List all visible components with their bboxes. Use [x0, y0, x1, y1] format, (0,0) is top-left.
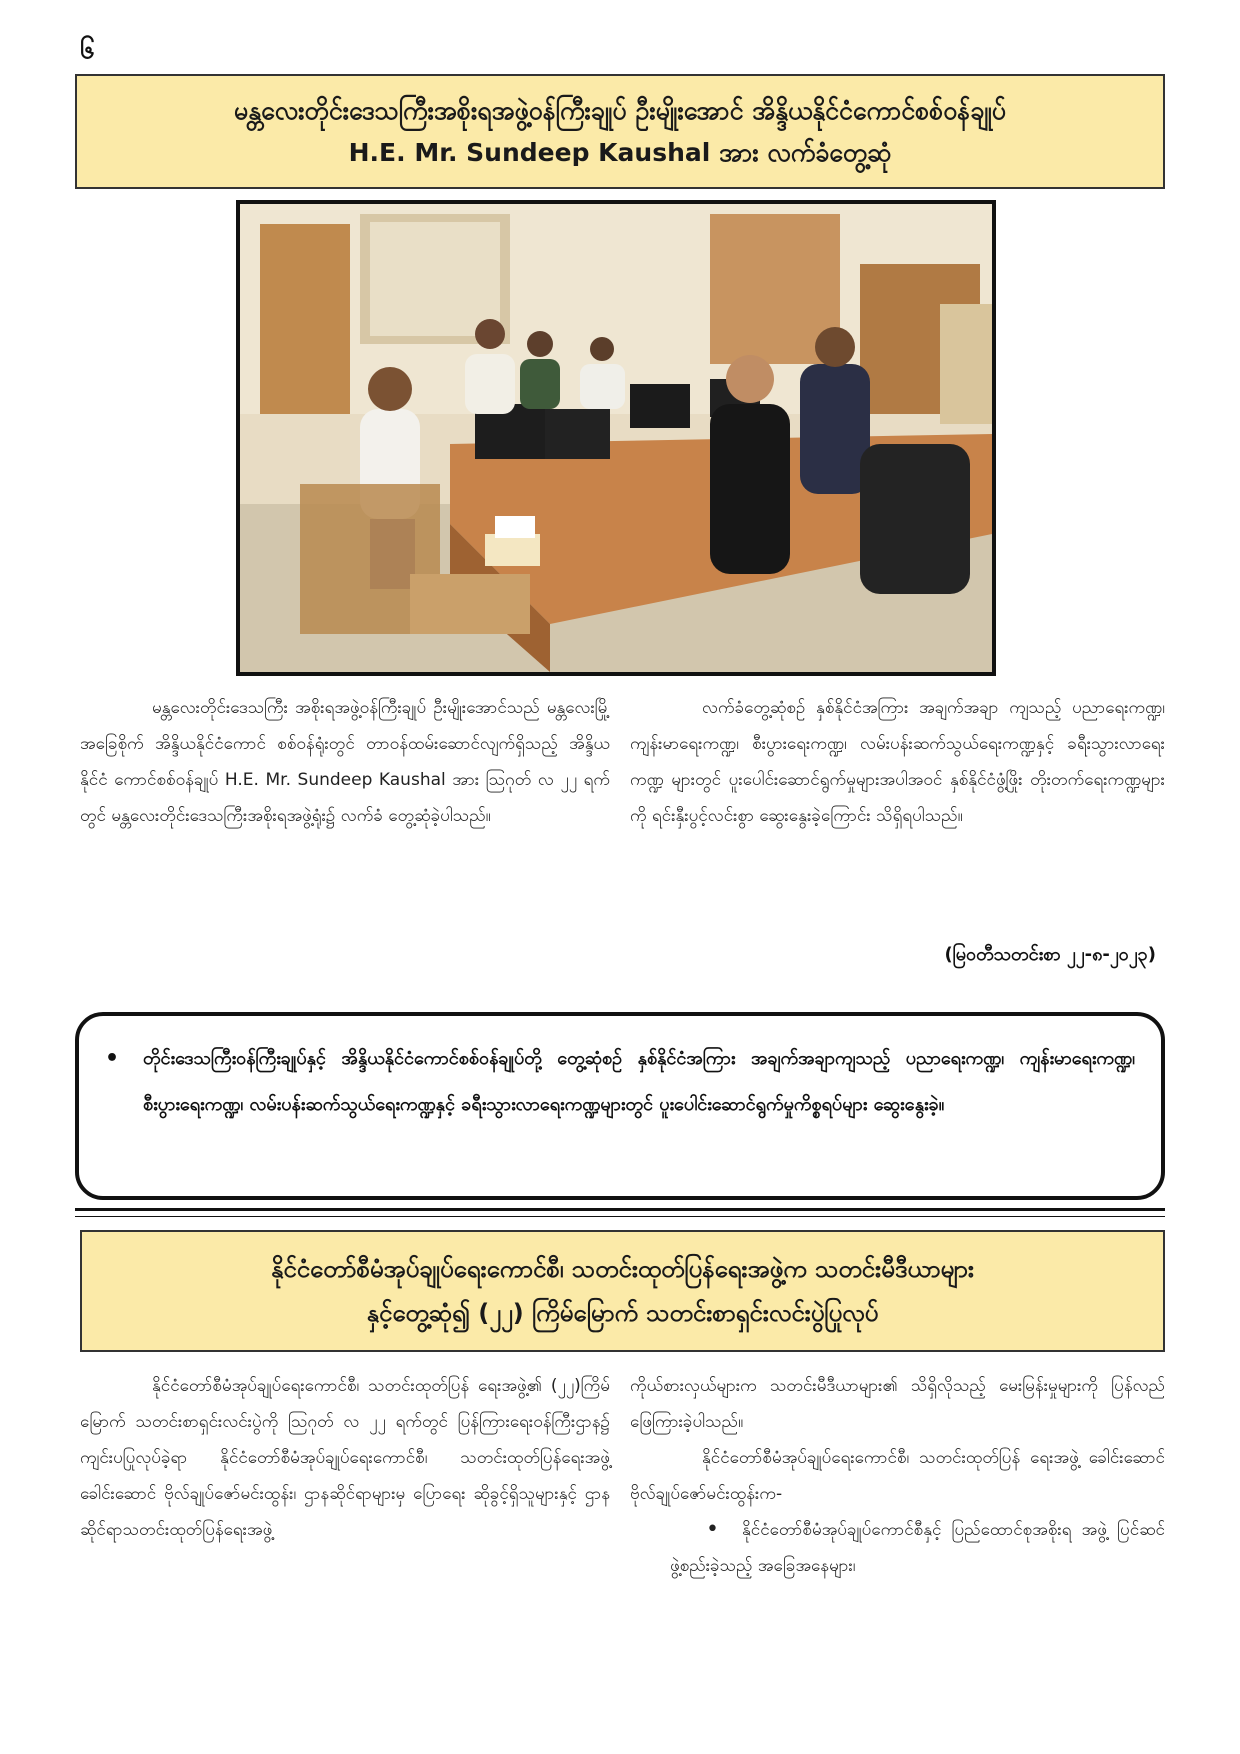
article1-headline-line1: မန္တလေးတိုင်းဒေသကြီးအစိုးရအဖွဲ့ဝန်ကြီးချုပ် ဦးမျိုးအောင် အိန္ဒိယနိုင်ငံကောင်စစ်ဝန်ချုပ် — [233, 95, 1007, 125]
section-divider-thin — [75, 1216, 1165, 1217]
article1-headline-line2: H.E. Mr. Sundeep Kaushal အား လက်ခံတွေ့ဆုံ — [348, 137, 892, 167]
article1-paragraph: လက်ခံတွေ့ဆုံစဉ် နှစ်နိုင်ငံအကြား အချက်အချာ ကျသည့် ပညာရေးကဏ္ဍ၊ ကျန်းမာရေးကဏ္ဍ၊ စီးပွားရေးကဏ္ဍ၊ လမ်းပန်းဆက်သွယ်ရေးကဏ္ဍနှင့် ခရီးသွားလာရေးကဏ္ဍ များတွင် ပူးပေါင်းဆောင်ရွက်မှုများအပါအဝင် နှစ်နိုင်ငံဖွံ့ဖြိုး တိုးတက်ရေးကဏ္ဍများကို ရင်းနှီးပွင့်လင်းစွာ ဆွေးနွေးခဲ့ကြောင်း သိရှိရပါသည်။ — [630, 698, 1165, 826]
bullet-icon: • — [105, 1046, 120, 1071]
article1-body-right — [630, 690, 1165, 834]
article1-summary: တိုင်းဒေသကြီးဝန်ကြီးချုပ်နှင့် အိန္ဒိယနိုင်ငံကောင်စစ်ဝန်ချုပ်တို့ တွေ့ဆုံစဉ် နှစ်နိုင်ငံအကြား အချက်အချာကျသည့် ပညာရေးကဏ္ဍ၊ ကျန်းမာရေးကဏ္ဍ၊ စီးပွားရေးကဏ္ဍ၊ လမ်းပန်းဆက်သွယ်ရေးကဏ္ဍနှင့် ခရီးသွားလာရေးကဏ္ဍများတွင် ပူးပေါင်းဆောင်ရွက်မှုကိစ္စရပ်များ ဆွေးနွေးခဲ့။ — [143, 1048, 1135, 1115]
article2-headline — [80, 1230, 1165, 1352]
article2-bullet-text: နိုင်ငံတော်စီမံအုပ်ချုပ်ကောင်စီနှင့် ပြည်ထောင်စုအစိုးရ အဖွဲ့ ပြင်ဆင်ဖွဲ့စည်းခဲ့သည့် အခြေအနေများ၊ — [670, 1520, 1165, 1576]
article2-paragraph: နိုင်ငံတော်စီမံအုပ်ချုပ်ရေးကောင်စီ၊ သတင်းထုတ်ပြန် ရေးအဖွဲ့၏ (၂၂)ကြိမ် မြောက် သတင်းစာရှင်းလင်းပွဲကို ဩဂုတ် လ ၂၂ ရက်တွင် ပြန်ကြားရေးဝန်ကြီးဌာန၌ ကျင်းပပြုလုပ်ခဲ့ရာ နိုင်ငံတော်စီမံအုပ်ချုပ်ရေးကောင်စီ၊ သတင်းထုတ်ပြန်ရေးအဖွဲ့ ခေါင်းဆောင် ဗိုလ်ချုပ်ဇော်မင်းထွန်း၊ ဌာနဆိုင်ရာများမှ ပြောရေး ဆိုခွင့်ရှိသူများနှင့် ဌာနဆိုင်ရာသတင်းထုတ်ပြန်ရေးအဖွဲ့ — [80, 1376, 610, 1540]
article1-summary-box — [75, 1012, 1165, 1200]
article2-bullet-item — [630, 1512, 1165, 1584]
article1-source: (မြဝတီသတင်းစာ ၂၂-၈-၂၀၂၃) — [944, 944, 1156, 965]
article2-body-right — [630, 1368, 1165, 1584]
article1-body-left — [80, 690, 610, 834]
section-divider — [75, 1208, 1165, 1211]
article2-paragraph: နိုင်ငံတော်စီမံအုပ်ချုပ်ရေးကောင်စီ၊ သတင်းထုတ်ပြန် ရေးအဖွဲ့ ခေါင်းဆောင် ဗိုလ်ချုပ်ဇော်မင်းထွန်းက- — [630, 1448, 1165, 1504]
article2-headline-line2: နှင့်တွေ့ဆုံ၍ (၂၂) ကြိမ်မြောက် သတင်းစာရှင်းလင်းပွဲပြုလုပ် — [366, 1299, 879, 1327]
article2-paragraph: ကိုယ်စားလှယ်များက သတင်းမီဒီယာများ၏ သိရှိလိုသည့် မေးမြန်းမှုများကို ပြန်လည်ဖြေကြားခဲ့ပါသည်။ — [630, 1376, 1165, 1432]
article2-body-left — [80, 1368, 610, 1548]
article1-paragraph: မန္တလေးတိုင်းဒေသကြီး အစိုးရအဖွဲ့ဝန်ကြီးချုပ် ဦးမျိုးအောင်သည် မန္တလေးမြို့အခြေစိုက် အိန္ဒိယနိုင်ငံကောင် စစ်ဝန်ရုံးတွင် တာဝန်ထမ်းဆောင်လျက်ရှိသည့် အိန္ဒိယနိုင်ငံ ကောင်စစ်ဝန်ချုပ် H.E. Mr. Sundeep Kaushal အား ဩဂုတ် လ ၂၂ ရက်တွင် မန္တလေးတိုင်းဒေသကြီးအစိုးရအဖွဲ့ရုံး၌ လက်ခံ တွေ့ဆုံခဲ့ပါသည်။ — [80, 698, 610, 826]
page-number: ၆ — [80, 35, 95, 65]
meeting-photo — [236, 200, 996, 676]
article2-headline-line1: နိုင်ငံတော်စီမံအုပ်ချုပ်ရေးကောင်စီ၊ သတင်းထုတ်ပြန်ရေးအဖွဲ့က သတင်းမီဒီယာများ — [271, 1255, 974, 1283]
bullet-icon: • — [706, 1517, 719, 1542]
article1-headline — [75, 74, 1165, 189]
